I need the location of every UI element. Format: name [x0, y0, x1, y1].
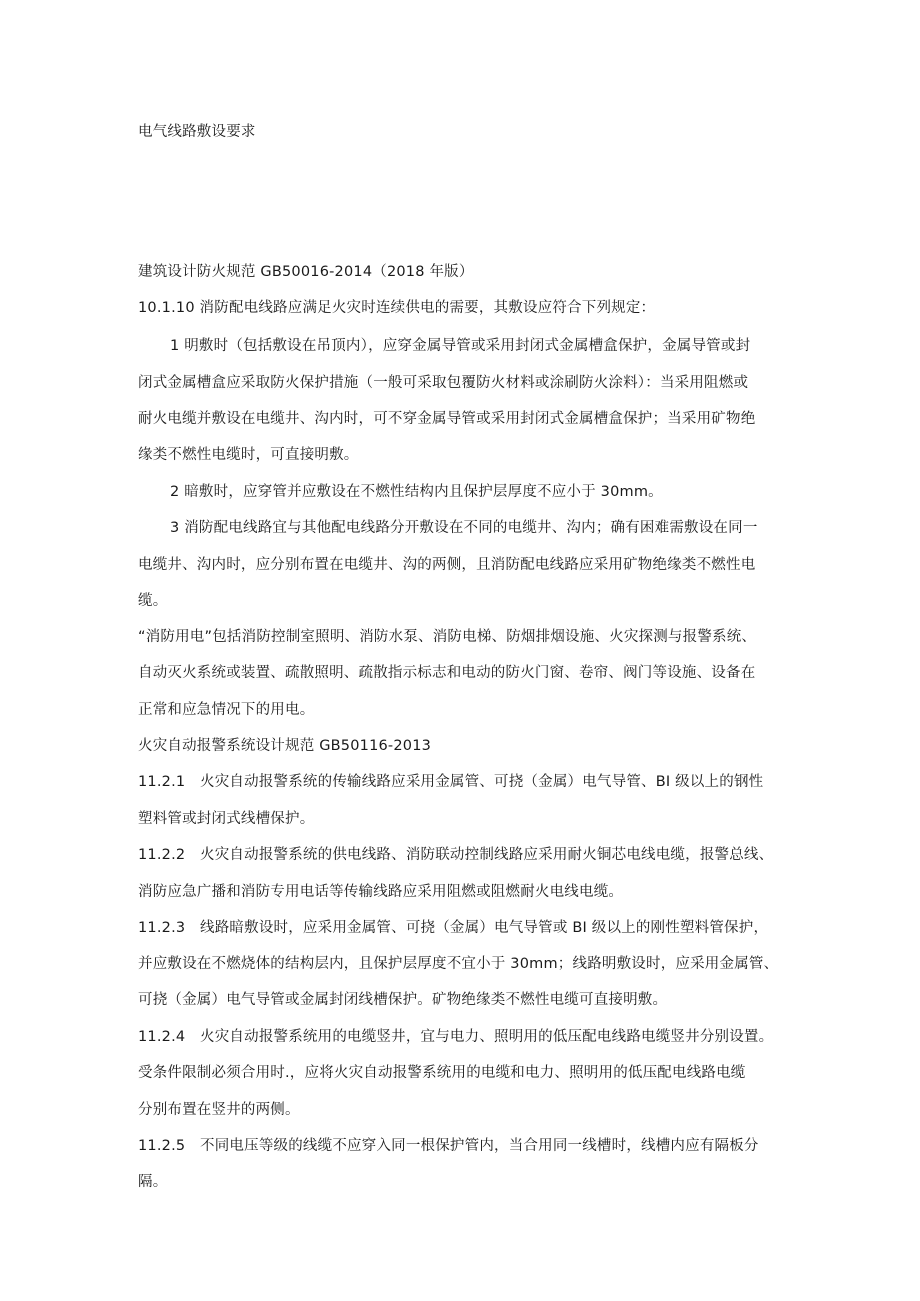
- document-title: 电气线路敷设要求: [138, 124, 256, 140]
- clause-10-1-10: 10.1.10 消防配电线路应满足火灾时连续供电的需要，其敷设应符合下列规定：: [138, 300, 656, 316]
- item1-line: 1 明敷时（包括敷设在吊顶内），应穿金属导管或采用封闭式金属槽盒保护，金属导管或封: [170, 338, 751, 354]
- clause-11-2-4-line: 受条件限制必须合用时.，应将火灾自动报警系统用的电缆和电力、照明用的低压配电线路电缆: [138, 1065, 746, 1081]
- item1-line: 闭式金属槽盒应采取防火保护措施（一般可采取包覆防火材料或涂刷防火涂料）：当采用阻燃或: [138, 375, 749, 391]
- clause-11-2-2-line: 消防应急广播和消防专用电话等传输线路应采用阻燃或阻燃耐火电线电缆。: [138, 884, 624, 900]
- note-line: 正常和应急情况下的用电。: [138, 702, 315, 718]
- item3-line: 3 消防配电线路宜与其他配电线路分开敷设在不同的电缆井、沟内；确有困难需敷设在同一: [170, 520, 758, 536]
- note-line: “消防用电”包括消防控制室照明、消防水泵、消防电梯、防烟排烟设施、火灾探测与报警系统、: [138, 629, 757, 645]
- note-line: 自动灭火系统或装置、疏散照明、疏散指示标志和电动的防火门窗、卷帘、阀门等设施、设备在: [138, 665, 756, 681]
- item3-line: 缆。: [138, 593, 168, 609]
- clause-11-2-5-line: 11.2.5 不同电压等级的线缆不应穿入同一根保护管内，当合用同一线槽时，线槽内应有隔板分: [138, 1138, 759, 1154]
- item1-line: 缘类不燃性电缆时，可直接明敷。: [138, 447, 359, 463]
- section-heading-gb50016: 建筑设计防火规范 GB50016-2014（2018 年版）: [138, 264, 474, 280]
- item2-line: 2 暗敷时，应穿管并应敷设在不燃性结构内且保护层厚度不应小于 30mm。: [170, 484, 663, 500]
- clause-11-2-3-line: 并应敷设在不燃烧体的结构层内，且保护层厚度不宜小于 30mm；线路明敷设时，应采用金属管、: [138, 956, 779, 972]
- clause-11-2-5-line: 隔。: [138, 1174, 168, 1190]
- clause-11-2-3-line: 可挠（金属）电气导管或金属封闭线槽保护。矿物绝缘类不燃性电缆可直接明敷。: [138, 992, 668, 1008]
- section-heading-gb50116: 火灾自动报警系统设计规范 GB50116-2013: [138, 738, 432, 754]
- clause-11-2-4-line: 分别布置在竖井的两侧。: [138, 1102, 300, 1118]
- clause-11-2-1-line: 塑料管或封闭式线槽保护。: [138, 811, 315, 827]
- clause-11-2-1-line: 11.2.1 火灾自动报警系统的传输线路应采用金属管、可挠（金属）电气导管、BI 级以上的钢性: [138, 774, 764, 790]
- item3-line: 电缆井、沟内时，应分别布置在电缆井、沟的两侧，且消防配电线路应采用矿物绝缘类不燃性电: [138, 557, 756, 573]
- clause-11-2-2-line: 11.2.2 火灾自动报警系统的供电线路、消防联动控制线路应采用耐火铜芯电线电缆，报警总线、: [138, 847, 774, 863]
- clause-11-2-3-line: 11.2.3 线路暗敷设时，应采用金属管、可挠（金属）电气导管或 BI 级以上的刚性塑料管保护，: [138, 920, 769, 936]
- clause-11-2-4-line: 11.2.4 火灾自动报警系统用的电缆竖井，宜与电力、照明用的低压配电线路电缆竖井分别设置。: [138, 1029, 774, 1045]
- item1-line: 耐火电缆并敷设在电缆井、沟内时，可不穿金属导管或采用封闭式金属槽盒保护；当采用矿物绝: [138, 411, 756, 427]
